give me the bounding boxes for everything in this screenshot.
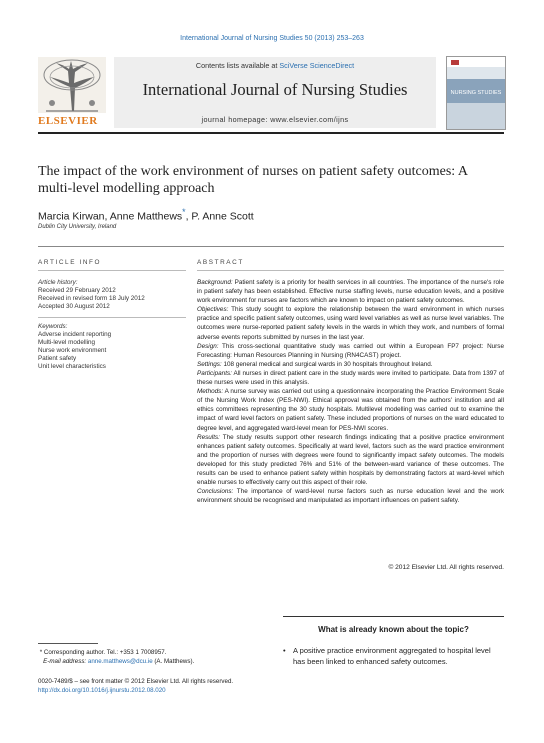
abstract-rule xyxy=(197,270,504,271)
issn-doi-block xyxy=(38,678,338,695)
abstract-label: Background: xyxy=(197,279,233,286)
history-item: Accepted 30 August 2012 xyxy=(38,302,110,310)
abstract-label: Design: xyxy=(197,342,219,350)
homepage-prefix: journal homepage: xyxy=(201,115,271,124)
history-item: Received in revised form 18 July 2012 xyxy=(38,294,145,302)
abstract-text: This study sought to explore the relationship between the ward environment in which nurses practice and specific patient safety outcomes, using ward level variables as well as nurse level variables. The outcomes were nurse-reported patient safety levels in the wards in which they work, and numbers of formal adverse events reports submitted by nurses in the last year. xyxy=(197,306,504,341)
cover-title-text: NURSING STUDIES xyxy=(450,90,502,96)
abstract-label: Settings: xyxy=(197,360,222,368)
corresponding-author-footnote xyxy=(38,649,278,666)
author-name[interactable]: Marcia Kirwan xyxy=(38,210,105,223)
abstract-label: Results: xyxy=(197,433,220,441)
known-box-title: What is already known about the topic? xyxy=(318,625,469,634)
abstract-paragraph xyxy=(197,387,504,432)
abstract-text: All nurses in direct patient care in the study wards were invited to participate. Data from 1397 of these nurses were used in this analysis. xyxy=(197,369,504,387)
header-rule xyxy=(38,132,504,134)
keywords-block xyxy=(38,323,186,370)
abstract-label: Conclusions: xyxy=(197,488,234,496)
journal-homepage-line xyxy=(114,115,436,124)
abstract-text: Patient safety is a priority for health services in all countries. The importance of the nurse's role in patient safety has been established. Effective nurse staffing levels, nurse education levels, and a positive work environment for nurses are factors which are known to impact on patient safety outcomes. xyxy=(197,279,504,305)
abstract-label: Objectives: xyxy=(197,306,229,314)
affiliation: Dublin City University, Ireland xyxy=(38,224,117,230)
corresponding-author-mark[interactable]: * xyxy=(182,207,186,217)
email-label: E-mail address: xyxy=(43,657,87,665)
known-box-rule xyxy=(283,616,504,617)
bullet-icon: • xyxy=(283,646,286,655)
keyword-item: Unit level characteristics xyxy=(38,362,106,370)
abstract-body xyxy=(197,278,504,505)
sciencedirect-link[interactable]: SciVerse ScienceDirect xyxy=(279,61,355,70)
known-bullet-item xyxy=(283,645,504,667)
keywords-label: Keywords: xyxy=(38,323,68,330)
history-item: Received 29 February 2012 xyxy=(38,286,116,294)
abstract-paragraph xyxy=(197,433,504,488)
article-info-heading: ARTICLE INFO xyxy=(38,259,102,266)
abstract-copyright: © 2012 Elsevier Ltd. All rights reserved. xyxy=(388,564,504,571)
contents-line xyxy=(114,61,436,70)
abstract-text: A nurse survey was carried out using a questionnaire incorporating the Practice Environment Scale of the Nursing Work Index (PES-NWI). Ethical approval was obtained from the authors' institution and all ethics committees representing the 30 study hospitals. Multilevel modelling was carried out to examine the impact of ward level factors on patient safety. These included proportions of nurses on the ward educated to degree level, and aggregated ward-level mean for PES-NWI scores. xyxy=(197,388,504,432)
article-history xyxy=(38,279,186,311)
article-title: The impact of the work environment of nurses on patient safety outcomes: A multi-level modelling approach xyxy=(38,164,468,196)
author-list: Marcia Kirwan, Anne Matthews*, P. Anne Scott xyxy=(38,207,254,223)
abstract-label: Participants: xyxy=(197,369,232,377)
corresponding-author-text: Corresponding author. Tel.: +353 1 7008957. xyxy=(43,649,167,656)
abstract-paragraph xyxy=(197,342,504,360)
article-info-rule xyxy=(38,270,186,271)
abstract-paragraph xyxy=(197,487,504,505)
abstract-paragraph xyxy=(197,369,504,387)
keyword-item: Multi-level modelling xyxy=(38,338,96,346)
abstract-text: 108 general medical and surgical wards in 30 hospitals throughout Ireland. xyxy=(221,360,433,368)
keyword-item: Patient safety xyxy=(38,354,77,362)
abstract-label: Methods: xyxy=(197,388,224,396)
keyword-item: Nurse work environment xyxy=(38,346,107,354)
author-name[interactable]: P. Anne Scott xyxy=(191,210,254,223)
journal-cover-thumbnail[interactable] xyxy=(446,56,506,130)
known-item-text: A positive practice environment aggregated to hospital level has been linked to enhanced safety outcomes. xyxy=(293,646,491,666)
article-info-rule xyxy=(38,317,186,318)
journal-citation[interactable]: International Journal of Nursing Studies 50 (2013) 253–263 xyxy=(180,35,364,42)
contents-prefix: Contents lists available at xyxy=(195,61,280,70)
abstract-paragraph xyxy=(197,278,504,305)
footnote-rule xyxy=(38,643,98,644)
abstract-paragraph xyxy=(197,360,504,369)
abstract-heading: ABSTRACT xyxy=(197,259,244,266)
abstract-text: The study results support other research findings indicating that a positive practice environment enhances patient safety outcomes. Specifically at ward level, factors such as the ward practice environment and the proportion of nurses with degrees were found to significantly impact safety outcomes. The models developed for this study predicted 76% and 51% of the between-ward variance of these outcomes. The results can be used to enhance patient safety within hospitals by demonstrating factors at ward-level which enable nurses to effectively carry out this aspect of their role. xyxy=(197,433,504,487)
abstract-text: The importance of ward-level nurse factors such as nurse education level and the work environment should be recognised and manipulated as important influences on patient safety. xyxy=(197,488,504,505)
issn-line: 0020-7489/$ – see front matter © 2012 Elsevier Ltd. All rights reserved. xyxy=(38,678,234,685)
abstract-paragraph xyxy=(197,305,504,341)
history-label: Article history: xyxy=(38,279,78,286)
footnote-mark: * xyxy=(39,649,43,656)
email-suffix: (A. Matthews). xyxy=(152,657,195,665)
keyword-item: Adverse incident reporting xyxy=(38,330,112,338)
author-name[interactable]: Anne Matthews xyxy=(109,210,183,223)
elsevier-wordmark: ELSEVIER xyxy=(38,115,98,127)
journal-title: International Journal of Nursing Studies xyxy=(142,80,408,99)
abstract-text: This cross-sectional quantitative study was carried out within a European FP7 project: Nurse Forecasting: Human Resources Planning in Nursing (RN4CAST) project. xyxy=(197,342,504,359)
email-link[interactable]: anne.matthews@dcu.ie xyxy=(87,657,153,665)
section-rule xyxy=(38,246,504,247)
homepage-link[interactable]: www.elsevier.com/ijns xyxy=(270,115,349,124)
doi-link[interactable]: http://dx.doi.org/10.1016/j.ijnurstu.2012.08.020 xyxy=(38,686,166,694)
